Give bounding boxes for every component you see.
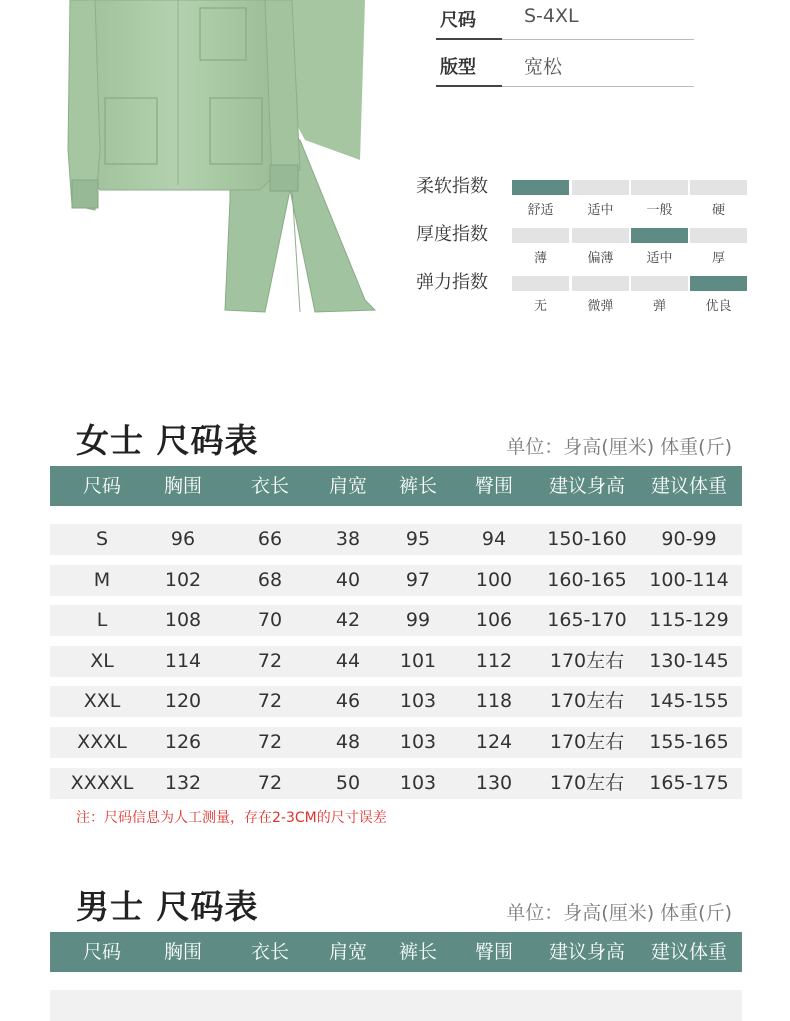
index-label: 柔软指数 <box>416 176 488 197</box>
table-cell: 160-165 <box>547 569 627 591</box>
table-cell: 90-99 <box>661 528 717 550</box>
index-segment <box>572 180 629 195</box>
table-cell: 130-145 <box>649 650 729 672</box>
divider <box>502 39 694 40</box>
column-header: 尺码 <box>82 475 121 497</box>
women-size-title: 女士 尺码表 <box>76 421 259 460</box>
index-option-label: 偏薄 <box>587 251 614 266</box>
table-cell: 103 <box>399 690 437 712</box>
column-header: 尺码 <box>82 941 121 963</box>
index-segment <box>690 276 747 291</box>
table-cell: 108 <box>164 609 202 631</box>
index-segment <box>512 228 569 243</box>
table-cell: 101 <box>399 650 437 672</box>
table-cell: 115-129 <box>649 609 729 631</box>
table-row <box>50 727 742 758</box>
table-cell: 97 <box>405 569 431 591</box>
table-cell: 50 <box>335 772 361 794</box>
table-cell: 120 <box>164 690 202 712</box>
table-cell: 100 <box>475 569 513 591</box>
table-cell: 72 <box>257 772 283 794</box>
table-cell: 103 <box>399 731 437 753</box>
index-segment <box>512 180 569 195</box>
column-header: 胸围 <box>163 941 202 963</box>
table-cell: 99 <box>405 609 431 631</box>
table-cell: 72 <box>257 731 283 753</box>
divider <box>436 85 502 87</box>
table-row-partial <box>50 990 742 1021</box>
table-cell: 155-165 <box>649 731 729 753</box>
table-cell: 94 <box>481 528 507 550</box>
column-header: 肩宽 <box>328 475 367 497</box>
unit-note: 单位：身高(厘米) 体重(斤) <box>506 902 732 924</box>
index-row <box>416 268 756 314</box>
index-option-label: 薄 <box>533 251 547 266</box>
spec-size-row <box>436 0 694 40</box>
table-cell: L <box>96 609 108 631</box>
table-row <box>50 605 742 636</box>
table-cell: 48 <box>335 731 361 753</box>
divider <box>436 38 502 40</box>
table-cell: 165-175 <box>649 772 729 794</box>
column-header: 衣长 <box>250 475 289 497</box>
spec-value: S-4XL <box>524 5 579 27</box>
index-label: 弹力指数 <box>416 272 488 293</box>
index-option-label: 适中 <box>587 203 614 218</box>
index-option-label: 微弹 <box>587 299 614 314</box>
column-header: 臀围 <box>474 475 513 497</box>
index-option-label: 硬 <box>711 203 725 218</box>
table-cell: 72 <box>257 650 283 672</box>
column-header: 胸围 <box>163 475 202 497</box>
index-segment <box>690 180 747 195</box>
table-cell: 95 <box>405 528 431 550</box>
table-cell: 145-155 <box>649 690 729 712</box>
table-cell: 72 <box>257 690 283 712</box>
index-option-label: 无 <box>533 299 547 314</box>
column-header: 建议体重 <box>650 941 727 963</box>
spec-value: 宽松 <box>524 56 563 78</box>
column-header: 裤长 <box>398 475 437 497</box>
column-header: 臀围 <box>474 941 513 963</box>
index-segment <box>631 180 688 195</box>
table-cell: 44 <box>335 650 361 672</box>
table-cell: 165-170 <box>547 609 627 631</box>
index-row <box>416 220 756 266</box>
table-cell: M <box>93 569 111 591</box>
index-option-label: 弹 <box>652 299 666 314</box>
table-cell: 96 <box>170 528 196 550</box>
index-segment <box>631 228 688 243</box>
table-cell: XXXL <box>77 731 127 753</box>
table-row <box>50 686 742 717</box>
table-cell: 118 <box>475 690 513 712</box>
table-cell: XXL <box>83 690 121 712</box>
table-cell: 102 <box>164 569 202 591</box>
men-size-title: 男士 尺码表 <box>76 887 259 926</box>
index-segment <box>572 228 629 243</box>
table-row <box>50 646 742 677</box>
table-cell: 40 <box>335 569 361 591</box>
table-cell: 38 <box>335 528 361 550</box>
index-row <box>416 172 756 218</box>
column-header: 建议身高 <box>548 941 625 963</box>
table-cell: 100-114 <box>649 569 729 591</box>
index-option-label: 一般 <box>646 203 673 218</box>
index-segment <box>512 276 569 291</box>
table-cell: 170左右 <box>549 650 625 672</box>
column-header: 衣长 <box>250 941 289 963</box>
index-segment <box>690 228 747 243</box>
table-cell: 106 <box>475 609 513 631</box>
table-row <box>50 524 742 555</box>
table-cell: 114 <box>164 650 202 672</box>
men-table-header <box>50 932 742 972</box>
index-label: 厚度指数 <box>416 224 488 245</box>
index-option-label: 厚 <box>711 251 725 266</box>
column-header: 裤长 <box>398 941 437 963</box>
table-cell: 66 <box>257 528 283 550</box>
table-cell: 170左右 <box>549 772 625 794</box>
column-header: 肩宽 <box>328 941 367 963</box>
table-cell: 150-160 <box>547 528 627 550</box>
unit-note: 单位：身高(厘米) 体重(斤) <box>506 436 732 458</box>
table-cell: 126 <box>164 731 202 753</box>
table-cell: 170左右 <box>549 731 625 753</box>
measurement-note: 注：尺码信息为人工测量，存在2-3CM的尺寸误差 <box>76 810 387 826</box>
table-cell: S <box>95 528 109 550</box>
table-cell: 170左右 <box>549 690 625 712</box>
index-option-label: 优良 <box>705 299 732 314</box>
spec-key: 尺码 <box>440 10 476 31</box>
column-header: 建议体重 <box>650 475 727 497</box>
index-option-label: 适中 <box>646 251 673 266</box>
table-cell: 132 <box>164 772 202 794</box>
women-table-header <box>50 466 742 506</box>
table-row <box>50 768 742 799</box>
table-cell: 103 <box>399 772 437 794</box>
table-cell: 46 <box>335 690 361 712</box>
table-cell: XL <box>90 650 114 672</box>
table-row <box>50 565 742 596</box>
table-cell: 112 <box>475 650 513 672</box>
column-header: 建议身高 <box>548 475 625 497</box>
index-segment <box>631 276 688 291</box>
index-segment <box>572 276 629 291</box>
divider <box>502 86 694 87</box>
index-option-label: 舒适 <box>527 203 554 218</box>
table-cell: 130 <box>475 772 513 794</box>
table-cell: XXXXL <box>70 772 134 794</box>
table-cell: 70 <box>257 609 283 631</box>
spec-fit-row <box>436 47 694 87</box>
table-cell: 42 <box>335 609 361 631</box>
product-image <box>60 0 390 320</box>
spec-key: 版型 <box>440 57 476 78</box>
table-cell: 124 <box>475 731 513 753</box>
table-cell: 68 <box>257 569 283 591</box>
